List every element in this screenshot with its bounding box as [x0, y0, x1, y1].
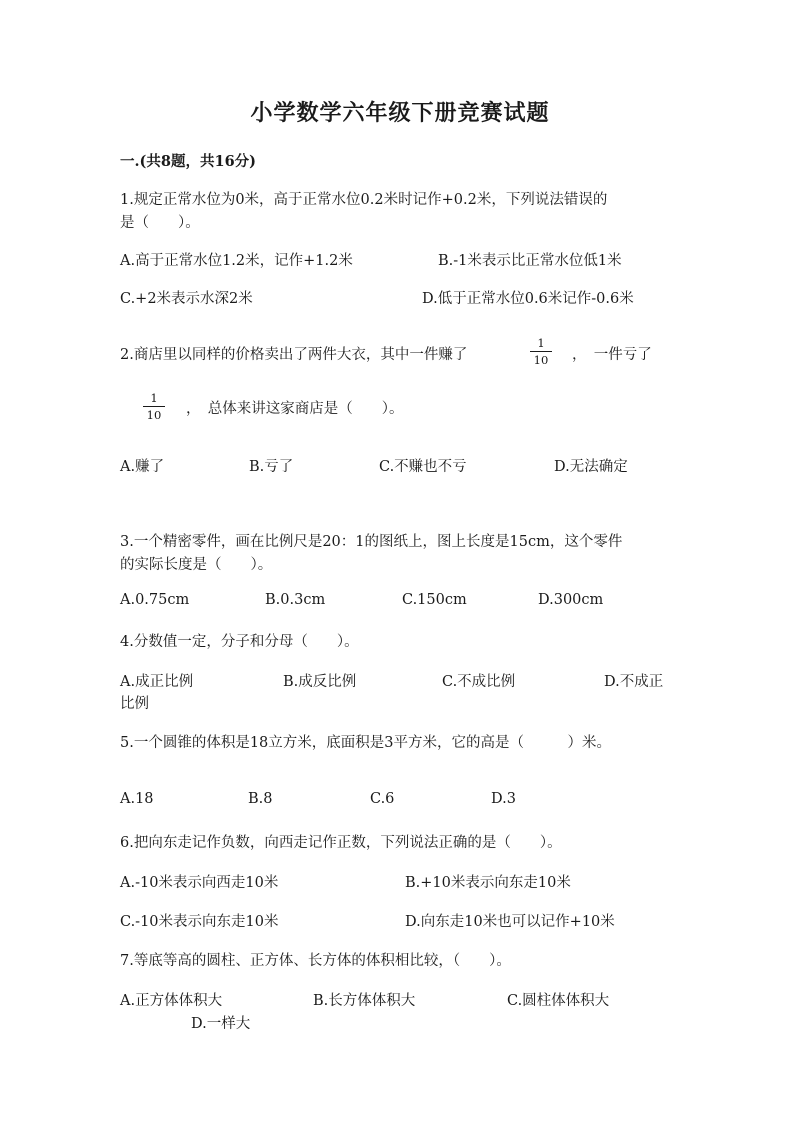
question-3-text-line1: 3.一个精密零件，画在比例尺是20：1的图纸上，图上长度是15cm，这个零件	[120, 534, 623, 550]
question-7-option-a: A.正方体体积大	[120, 993, 223, 1009]
question-4-option-c: C.不成比例	[442, 674, 516, 690]
question-2-option-b: B.亏了	[249, 459, 294, 475]
question-4-option-d-line2: 比例	[120, 696, 149, 712]
question-4-text: 4.分数值一定，分子和分母（ ）。	[120, 634, 359, 650]
question-2-option-a: A.赚了	[120, 459, 165, 475]
fraction-numerator: 1	[150, 391, 158, 405]
question-5-option-a: A.18	[120, 791, 154, 807]
question-4-option-a: A.成正比例	[120, 674, 194, 690]
fraction-bar	[143, 406, 165, 407]
question-3-option-b: B.0.3cm	[265, 592, 326, 608]
question-5-option-b: B.8	[248, 791, 273, 807]
question-7-option-d: D.一样大	[191, 1016, 251, 1032]
question-5-text: 5.一个圆锥的体积是18立方米，底面积是3平方米，它的高是（ ）米。	[120, 735, 612, 751]
question-3-text-line2: 的实际长度是（ ）。	[120, 557, 273, 573]
question-3-option-d: D.300cm	[538, 592, 604, 608]
question-6-option-b: B.+10米表示向东走10米	[405, 875, 571, 891]
question-5-option-d: D.3	[491, 791, 516, 807]
question-4-option-d-line1: D.不成正	[604, 674, 664, 690]
question-6-option-c: C.-10米表示向东走10米	[120, 914, 279, 930]
section-heading: 一.(共8题，共16分)	[120, 153, 257, 170]
question-7-option-c: C.圆柱体体积大	[507, 993, 610, 1009]
question-2-option-d: D.无法确定	[554, 459, 628, 475]
fraction-denominator: 10	[533, 353, 549, 367]
question-3-option-c: C.150cm	[402, 592, 467, 608]
fraction-bar	[530, 351, 552, 352]
question-5-option-c: C.6	[370, 791, 395, 807]
question-1-text-line2: 是（ ）。	[120, 215, 200, 231]
fraction-denominator: 10	[146, 408, 162, 422]
fraction-numerator: 1	[537, 336, 545, 350]
question-6-text: 6.把向东走记作负数，向西走记作正数，下列说法正确的是（ ）。	[120, 835, 562, 851]
question-2-text-part2: ， 一件亏了	[572, 347, 652, 363]
question-1-option-b: B.-1米表示比正常水位低1米	[438, 253, 622, 269]
question-2-option-c: C.不赚也不亏	[379, 459, 467, 475]
page-title: 小学数学六年级下册竞赛试题	[250, 100, 550, 126]
fraction-one-tenth	[143, 391, 165, 422]
question-1-option-d: D.低于正常水位0.6米记作-0.6米	[422, 291, 634, 307]
fraction-one-tenth	[530, 336, 552, 367]
question-2-text-part3: ， 总体来讲这家商店是（ ）。	[186, 401, 404, 417]
question-2-text-part1: 2.商店里以同样的价格卖出了两件大衣，其中一件赚了	[120, 347, 468, 363]
question-3-option-a: A.0.75cm	[120, 592, 190, 608]
question-6-option-d: D.向东走10米也可以记作+10米	[405, 914, 615, 930]
question-1-option-a: A.高于正常水位1.2米，记作+1.2米	[120, 253, 353, 269]
question-1-text-line1: 1.规定正常水位为0米，高于正常水位0.2米时记作+0.2米，下列说法错误的	[120, 192, 608, 208]
question-4-option-b: B.成反比例	[283, 674, 357, 690]
question-1-option-c: C.+2米表示水深2米	[120, 291, 253, 307]
question-7-option-b: B.长方体体积大	[313, 993, 416, 1009]
question-7-text: 7.等底等高的圆柱、正方体、长方体的体积相比较，（ ）。	[120, 953, 511, 969]
question-6-option-a: A.-10米表示向西走10米	[120, 875, 279, 891]
